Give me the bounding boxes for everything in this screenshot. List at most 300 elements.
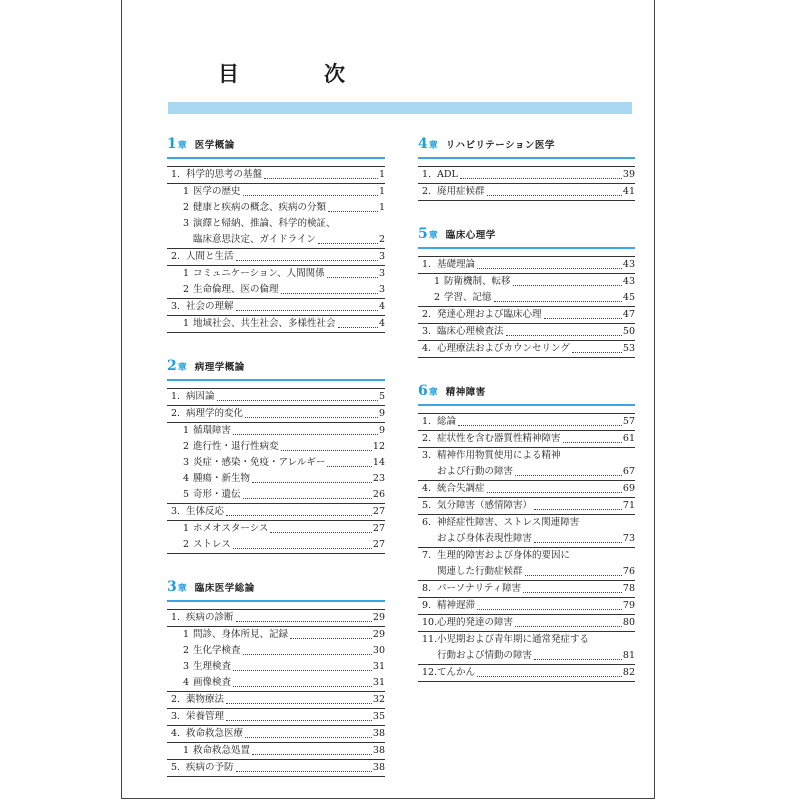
leader-dots bbox=[525, 575, 622, 576]
entry-text: てんかん bbox=[437, 667, 476, 678]
entry-number: 1 bbox=[183, 268, 190, 279]
entry-page: 4 bbox=[378, 318, 385, 329]
leader-dots bbox=[506, 335, 622, 336]
toc-entry[interactable] bbox=[167, 726, 385, 743]
chapter-number: 1 bbox=[167, 136, 177, 152]
entry-page: 27 bbox=[372, 506, 385, 517]
toc-entry[interactable] bbox=[167, 406, 385, 423]
toc-entry[interactable] bbox=[418, 598, 635, 615]
entry-text: 地域社会、共生社会、多様性社会 bbox=[193, 318, 336, 329]
entry-number: 10. bbox=[422, 617, 438, 628]
entry-text: 廃用症候群 bbox=[437, 186, 485, 197]
entry-page: 29 bbox=[372, 612, 385, 623]
entry-page: 53 bbox=[622, 343, 635, 354]
entry-number: 3 bbox=[183, 457, 190, 468]
entry-number: 2 bbox=[183, 284, 190, 295]
entry-number: 2 bbox=[183, 441, 190, 452]
entry-number: 1. bbox=[422, 169, 432, 180]
entry-number: 2. bbox=[422, 433, 432, 444]
chapter-rule bbox=[418, 157, 635, 159]
entry-number: 2. bbox=[422, 309, 432, 320]
entry-number: 9. bbox=[422, 600, 432, 611]
leader-dots bbox=[233, 434, 378, 435]
entry-text: 救命救急処置 bbox=[193, 745, 251, 756]
entry-number: 2. bbox=[171, 694, 181, 705]
chapter-suffix: 章 bbox=[177, 141, 187, 151]
leader-dots bbox=[264, 178, 378, 179]
toc-subentry[interactable] bbox=[167, 627, 385, 643]
leader-dots bbox=[338, 327, 378, 328]
entry-text: 総論 bbox=[437, 416, 457, 427]
toc-entry[interactable] bbox=[418, 307, 635, 324]
entry-page: 31 bbox=[372, 677, 385, 688]
toc-entry[interactable] bbox=[418, 665, 635, 682]
entry-page: 2 bbox=[378, 234, 385, 245]
toc-entry[interactable] bbox=[167, 504, 385, 521]
toc-subentry[interactable] bbox=[167, 184, 385, 200]
entry-number: 1. bbox=[171, 391, 181, 402]
leader-dots bbox=[290, 638, 372, 639]
toc-subentry[interactable] bbox=[167, 659, 385, 675]
leader-dots bbox=[534, 509, 622, 510]
entry-page: 73 bbox=[622, 533, 635, 544]
entry-page: 76 bbox=[622, 566, 635, 577]
toc-subentry[interactable] bbox=[167, 455, 385, 471]
chapter-gap bbox=[167, 333, 385, 358]
leader-dots bbox=[233, 548, 372, 549]
entry-text: 科学的思考の基盤 bbox=[186, 169, 263, 180]
leader-dots bbox=[534, 659, 622, 660]
entry-number: 12. bbox=[422, 667, 438, 678]
chapter-number: 5 bbox=[418, 226, 428, 242]
toc-subentry[interactable] bbox=[167, 200, 385, 216]
entry-number: 3 bbox=[183, 661, 190, 672]
chapter-suffix: 章 bbox=[428, 388, 438, 398]
leader-dots bbox=[233, 686, 372, 687]
entry-page: 31 bbox=[372, 661, 385, 672]
entry-page: 9 bbox=[378, 408, 385, 419]
entry-page: 14 bbox=[372, 457, 385, 468]
entry-text: 生理検査 bbox=[193, 661, 232, 672]
toc-entry[interactable] bbox=[418, 341, 635, 358]
toc-entry[interactable] bbox=[418, 615, 635, 632]
entry-number: 2. bbox=[171, 251, 181, 262]
entry-text: 栄養管理 bbox=[186, 711, 225, 722]
toc-entry[interactable] bbox=[418, 498, 635, 515]
entry-number: 1 bbox=[183, 629, 190, 640]
entry-number: 5. bbox=[171, 762, 181, 773]
leader-dots bbox=[534, 542, 622, 543]
toc-subentry[interactable] bbox=[167, 316, 385, 333]
toc-entry[interactable] bbox=[418, 257, 635, 274]
entry-page: 3 bbox=[378, 268, 385, 279]
leader-dots bbox=[487, 195, 622, 196]
entry-page: 38 bbox=[372, 728, 385, 739]
entry-text: 心理的発達の障害 bbox=[437, 617, 514, 628]
leader-dots bbox=[226, 515, 372, 516]
chapter-section bbox=[418, 383, 635, 682]
entry-number: 2. bbox=[422, 186, 432, 197]
entry-number: 3. bbox=[171, 506, 181, 517]
toc-entry[interactable] bbox=[418, 431, 635, 448]
entry-text: 疾病の予防 bbox=[186, 762, 234, 773]
entry-text: 健康と疾病の概念、疾病の分類 bbox=[193, 202, 327, 213]
entry-text-continued: 臨床意思決定、ガイドライン bbox=[193, 234, 316, 245]
entry-text: 炎症・感染・免疫・アレルギー bbox=[193, 457, 326, 468]
toc-entry[interactable] bbox=[418, 324, 635, 341]
leader-dots bbox=[236, 771, 372, 772]
entry-text: 循環障害 bbox=[193, 425, 232, 436]
leader-dots bbox=[236, 310, 378, 311]
toc-entry[interactable] bbox=[167, 610, 385, 627]
entry-text: 画像検査 bbox=[193, 677, 232, 688]
toc-entry[interactable] bbox=[167, 249, 385, 266]
chapter-section bbox=[418, 136, 635, 201]
chapter-rule bbox=[418, 404, 635, 406]
entry-number: 3. bbox=[171, 711, 181, 722]
leader-dots bbox=[270, 532, 371, 533]
toc-entry[interactable] bbox=[418, 515, 635, 548]
entry-page: 30 bbox=[372, 645, 385, 656]
leader-dots bbox=[281, 450, 372, 451]
chapter-title: 病理学概論 bbox=[194, 362, 245, 373]
entry-text: 生理的障害および身体的要因に bbox=[437, 550, 571, 561]
toc-subentry[interactable] bbox=[167, 471, 385, 487]
entry-page: 27 bbox=[372, 539, 385, 550]
toc-entry[interactable] bbox=[167, 709, 385, 726]
leader-dots bbox=[226, 720, 372, 721]
entry-text: 精神遅滞 bbox=[437, 600, 476, 611]
entry-number: 6. bbox=[422, 517, 432, 528]
chapter-number: 4 bbox=[418, 136, 428, 152]
entry-text: ADL bbox=[437, 169, 458, 180]
entry-number: 3 bbox=[183, 218, 190, 229]
chapter-title: 臨床医学総論 bbox=[194, 583, 255, 594]
entry-number: 3. bbox=[422, 450, 432, 461]
chapter-number: 3 bbox=[167, 579, 177, 595]
entry-number: 5. bbox=[422, 500, 432, 511]
leader-dots bbox=[477, 268, 622, 269]
leader-dots bbox=[487, 492, 622, 493]
entry-page: 78 bbox=[622, 583, 635, 594]
leader-dots bbox=[243, 195, 378, 196]
entry-number: 5 bbox=[183, 489, 190, 500]
entry-number: 1 bbox=[183, 425, 190, 436]
leader-dots bbox=[245, 417, 378, 418]
leader-dots bbox=[572, 352, 622, 353]
toc-entry[interactable] bbox=[418, 548, 635, 581]
chapter-rule bbox=[167, 600, 385, 602]
entry-page: 38 bbox=[372, 762, 385, 773]
toc-entry[interactable] bbox=[418, 414, 635, 431]
toc-entry[interactable] bbox=[418, 632, 635, 665]
toc-column-left bbox=[167, 136, 385, 777]
entry-number: 1. bbox=[422, 259, 432, 270]
entry-page: 43 bbox=[622, 276, 635, 287]
entry-text: 心理療法およびカウンセリング bbox=[437, 343, 570, 354]
chapter-gap bbox=[418, 201, 635, 226]
entry-number: 4. bbox=[171, 728, 181, 739]
toc-entry[interactable] bbox=[167, 692, 385, 709]
entry-text: 病理学的変化 bbox=[186, 408, 244, 419]
entry-page: 3 bbox=[378, 284, 385, 295]
leader-dots bbox=[226, 703, 372, 704]
toc-entry[interactable] bbox=[167, 167, 385, 184]
entry-page: 35 bbox=[372, 711, 385, 722]
toc-entry[interactable] bbox=[167, 389, 385, 406]
entry-text-continued: 関連した行動症候群 bbox=[437, 566, 523, 577]
chapter-section bbox=[167, 579, 385, 777]
chapter-title: 臨床心理学 bbox=[445, 230, 496, 241]
entry-page: 67 bbox=[622, 466, 635, 477]
entry-text: 社会の理解 bbox=[186, 301, 234, 312]
entry-text: 奇形・遺伝 bbox=[193, 489, 241, 500]
entry-page: 79 bbox=[622, 600, 635, 611]
entry-page: 4 bbox=[378, 301, 385, 312]
entry-page: 39 bbox=[622, 169, 635, 180]
toc-entry[interactable] bbox=[418, 184, 635, 201]
leader-dots bbox=[494, 301, 622, 302]
chapter-gap bbox=[167, 554, 385, 579]
leader-dots bbox=[236, 621, 372, 622]
toc-subentry[interactable] bbox=[167, 266, 385, 282]
entry-page: 3 bbox=[378, 251, 385, 262]
leader-dots bbox=[252, 482, 372, 483]
leader-dots bbox=[236, 260, 378, 261]
entry-page: 27 bbox=[372, 523, 385, 534]
leader-dots bbox=[243, 654, 372, 655]
entry-page: 71 bbox=[622, 500, 635, 511]
toc-entry[interactable] bbox=[418, 448, 635, 481]
entry-text: ホメオスターシス bbox=[193, 523, 269, 534]
entry-number: 4. bbox=[422, 343, 432, 354]
chapter-suffix: 章 bbox=[177, 584, 187, 594]
entry-text: 臨床心理検査法 bbox=[437, 326, 504, 337]
entry-page: 50 bbox=[622, 326, 635, 337]
leader-dots bbox=[544, 318, 622, 319]
leader-dots bbox=[252, 754, 372, 755]
chapter-gap bbox=[418, 358, 635, 383]
chapter-heading bbox=[418, 226, 635, 246]
entry-text-continued: 行動および情動の障害 bbox=[437, 650, 533, 661]
leader-dots bbox=[328, 211, 378, 212]
entry-number: 1 bbox=[183, 523, 190, 534]
entry-text: 人間と生活 bbox=[186, 251, 234, 262]
chapter-entries bbox=[167, 166, 385, 333]
leader-dots bbox=[327, 466, 372, 467]
toc-subentry[interactable] bbox=[167, 521, 385, 537]
entry-number: 2 bbox=[434, 292, 441, 303]
header-band bbox=[168, 102, 632, 114]
toc-subentry[interactable] bbox=[167, 675, 385, 692]
leader-dots bbox=[563, 442, 622, 443]
entry-text: 疾病の診断 bbox=[186, 612, 234, 623]
leader-dots bbox=[243, 498, 372, 499]
entry-text: 病因論 bbox=[186, 391, 215, 402]
entry-text: ストレス bbox=[193, 539, 231, 550]
chapter-heading bbox=[418, 383, 635, 403]
leader-dots bbox=[318, 243, 378, 244]
entry-page: 5 bbox=[378, 391, 385, 402]
leader-dots bbox=[477, 609, 622, 610]
entry-page: 47 bbox=[622, 309, 635, 320]
chapter-section bbox=[418, 226, 635, 358]
entry-text: 生化学検査 bbox=[193, 645, 241, 656]
entry-text: 生体反応 bbox=[186, 506, 225, 517]
leader-dots bbox=[513, 285, 622, 286]
toc-subentry[interactable] bbox=[167, 282, 385, 299]
toc-entry[interactable] bbox=[418, 581, 635, 598]
entry-number: 1. bbox=[171, 169, 181, 180]
chapter-heading bbox=[167, 136, 385, 156]
leader-dots bbox=[281, 293, 378, 294]
leader-dots bbox=[327, 277, 378, 278]
entry-number: 1 bbox=[183, 186, 190, 197]
toc-subentry[interactable] bbox=[167, 216, 385, 249]
entry-page: 12 bbox=[372, 441, 385, 452]
entry-text: 進行性・退行性病変 bbox=[193, 441, 279, 452]
chapter-title: リハビリテーション医学 bbox=[445, 140, 555, 151]
chapter-section bbox=[167, 136, 385, 333]
chapter-heading bbox=[418, 136, 635, 156]
entry-number: 2 bbox=[183, 202, 190, 213]
chapter-rule bbox=[418, 247, 635, 249]
entry-text: 腫瘍・新生物 bbox=[193, 473, 251, 484]
chapter-rule bbox=[167, 157, 385, 159]
entry-text: 防衛機制、転移 bbox=[444, 276, 511, 287]
entry-number: 7. bbox=[422, 550, 432, 561]
entry-page: 23 bbox=[372, 473, 385, 484]
leader-dots bbox=[515, 626, 622, 627]
entry-number: 3. bbox=[171, 301, 181, 312]
entry-text: 学習、記憶 bbox=[444, 292, 492, 303]
entry-page: 29 bbox=[372, 629, 385, 640]
toc-entry[interactable] bbox=[418, 167, 635, 184]
toc-subentry[interactable] bbox=[167, 423, 385, 439]
entry-number: 2 bbox=[183, 539, 190, 550]
chapter-entries bbox=[418, 256, 635, 358]
toc-subentry[interactable] bbox=[167, 537, 385, 554]
entry-text: 救命救急医療 bbox=[186, 728, 244, 739]
chapter-entries bbox=[418, 413, 635, 682]
entry-text: 症状性を含む器質性精神障害 bbox=[437, 433, 561, 444]
entry-text: 演繹と帰納、推論、科学的検証、 bbox=[193, 218, 336, 229]
entry-text: 生命倫理、医の倫理 bbox=[193, 284, 279, 295]
entry-page: 1 bbox=[378, 202, 385, 213]
entry-number: 1. bbox=[422, 416, 432, 427]
leader-dots bbox=[217, 400, 378, 401]
chapter-number: 2 bbox=[167, 358, 177, 374]
toc-subentry[interactable] bbox=[167, 487, 385, 504]
toc-subentry[interactable] bbox=[167, 643, 385, 659]
entry-text: 発達心理および臨床心理 bbox=[437, 309, 542, 320]
entry-text: 精神作用物質使用による精神 bbox=[437, 450, 561, 461]
chapter-title: 医学概論 bbox=[194, 140, 235, 151]
chapter-suffix: 章 bbox=[428, 231, 438, 241]
chapter-suffix: 章 bbox=[177, 363, 187, 373]
entry-text: 神経症性障害、ストレス関連障害 bbox=[437, 517, 580, 528]
toc-subentry[interactable] bbox=[167, 743, 385, 760]
entry-number: 2 bbox=[183, 645, 190, 656]
entry-page: 82 bbox=[622, 667, 635, 678]
toc-entry[interactable] bbox=[418, 481, 635, 498]
chapter-title: 精神障害 bbox=[445, 387, 486, 398]
entry-page: 1 bbox=[378, 186, 385, 197]
entry-page: 57 bbox=[622, 416, 635, 427]
entry-number: 1 bbox=[183, 318, 190, 329]
entry-page: 80 bbox=[622, 617, 635, 628]
chapter-rule bbox=[167, 379, 385, 381]
entry-number: 4 bbox=[183, 473, 190, 484]
leader-dots bbox=[515, 475, 622, 476]
entry-page: 61 bbox=[622, 433, 635, 444]
entry-number: 4. bbox=[422, 483, 432, 494]
entry-text: 基礎理論 bbox=[437, 259, 476, 270]
entry-page: 1 bbox=[378, 169, 385, 180]
entry-page: 26 bbox=[372, 489, 385, 500]
entry-page: 9 bbox=[378, 425, 385, 436]
leader-dots bbox=[245, 737, 372, 738]
leader-dots bbox=[458, 425, 622, 426]
toc-entry[interactable] bbox=[167, 760, 385, 777]
chapter-heading bbox=[167, 579, 385, 599]
entry-text: 気分障害（感情障害） bbox=[437, 500, 533, 511]
chapter-entries bbox=[418, 166, 635, 201]
chapter-suffix: 章 bbox=[428, 141, 438, 151]
chapter-entries bbox=[167, 388, 385, 554]
chapter-number: 6 bbox=[418, 383, 428, 399]
entry-page: 69 bbox=[622, 483, 635, 494]
chapter-entries bbox=[167, 609, 385, 777]
entry-page: 41 bbox=[622, 186, 635, 197]
page-title: 目 次 bbox=[218, 62, 377, 86]
entry-text: 薬物療法 bbox=[186, 694, 225, 705]
chapter-section bbox=[167, 358, 385, 554]
entry-number: 2. bbox=[171, 408, 181, 419]
entry-page: 38 bbox=[372, 745, 385, 756]
entry-page: 43 bbox=[622, 259, 635, 270]
toc-column-right bbox=[418, 136, 635, 682]
toc-subentry[interactable] bbox=[167, 439, 385, 455]
toc-subentry[interactable] bbox=[418, 274, 635, 290]
entry-text: 統合失調症 bbox=[437, 483, 485, 494]
entry-text-continued: および行動の障害 bbox=[437, 466, 514, 477]
entry-text: パーソナリティ障害 bbox=[437, 583, 522, 594]
entry-page: 45 bbox=[622, 292, 635, 303]
entry-text: コミュニケーション、人間関係 bbox=[193, 268, 325, 279]
leader-dots bbox=[460, 178, 622, 179]
toc-subentry[interactable] bbox=[418, 290, 635, 307]
toc-entry[interactable] bbox=[167, 299, 385, 316]
entry-number: 8. bbox=[422, 583, 432, 594]
entry-page: 81 bbox=[622, 650, 635, 661]
entry-number: 11. bbox=[422, 634, 438, 645]
leader-dots bbox=[477, 676, 622, 677]
entry-text-continued: および身体表現性障害 bbox=[437, 533, 533, 544]
leader-dots bbox=[523, 592, 622, 593]
entry-number: 1. bbox=[171, 612, 181, 623]
entry-number: 1 bbox=[183, 745, 190, 756]
entry-number: 3. bbox=[422, 326, 432, 337]
entry-number: 4 bbox=[183, 677, 190, 688]
entry-text: 問診、身体所見、記録 bbox=[193, 629, 289, 640]
entry-text: 小児期および青年期に通常発症する bbox=[437, 634, 590, 645]
entry-page: 32 bbox=[372, 694, 385, 705]
entry-text: 医学の歴史 bbox=[193, 186, 241, 197]
entry-number: 1 bbox=[434, 276, 441, 287]
chapter-heading bbox=[167, 358, 385, 378]
leader-dots bbox=[233, 670, 372, 671]
